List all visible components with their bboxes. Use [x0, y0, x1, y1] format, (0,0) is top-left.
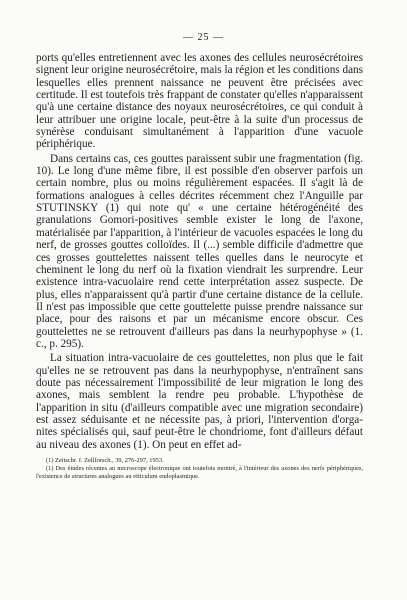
body-paragraph-3: La situation intra-vacuolaire de ces gouttelettes, non plus que le fait qu'elles ne se retrouvent pas dans la neurhypophyse, n'entraînent sans doute pas nécessairement l'impossibilité de leur migration le long des axones, mais semblent la rendre peu probable. L'hypothèse de l'apparition in situ (d'ailleurs compatible avec une migration secondaire) est assez séduisante et ne nécessite pas, à priori, l'intervention d'organites spécialisés qui, sauf peut-être le chondriome, font d'ailleurs défaut au niveau des axones (1). On peut en effet ad-	[36, 352, 363, 451]
page-number: — 25 —	[183, 32, 224, 43]
footnote-1: (1) Zeitschr. f. Zellforsch., 39, 276-297, 1953.	[46, 457, 164, 464]
footnote-2: (1) Des études récentes au microscope électronique ont toutefois montré, à l'intérieur des axones des nerfs périphériques, l'existence de structures analogues au réticulum endoplasmique.	[36, 465, 363, 480]
body-paragraph-1: ports qu'elles entretiennent avec les axones des cellules neurosécrétoires signent leur origine neurosécrétoire, mais la région et les conditions dans lesquelles elles prennent naissance ne peuvent être précisées avec certitude. Il est toutefois très frappant de constater qu'elles n'apparaissent qu'à une certaine distance des noyaux neurosécrétoires, ce qui conduit à leur attribuer une origine locale, peut-être à la suite d'un processus de synérèse conduisant simultanément à l'apparition d'une vacuole périphérique.	[36, 52, 363, 151]
paper-page	[36, 28, 363, 481]
footnotes	[36, 457, 363, 481]
body-paragraph-2: Dans certains cas, ces gouttes paraissent subir une fragmentation (fig. 10). Le long d'une même fibre, il est possible d'en observer parfois un certain nombre, plus ou moins régulièrement espacées. Il s'agit là de formations analogues à celles décrites récemment chez l'Anguille par STUTINSKY (1) qui note qu' « une certaine hétérogénéité des granulations Gomori-positives semble exister le long de l'axone, matérialisée par l'apparition, à l'intérieur de vacuoles espacées le long du nerf, de grosses gouttes colloïdes. Il (...) semble difficile d'admettre que ces grosses gouttelettes naissent telles quelles dans le neurocyte et cheminent le long du nerf où la fixation viendrait les surprendre. Leur existence intra-vacuolaire rend cette interprétation assez suspecte. De plus, elles n'apparaissent qu'à partir d'une certaine distance de la cellule. Il n'est pas impossible que cette gouttelette puisse prendre naissance sur place, pour des raisons et par un mécanisme encore obscur. Ces gouttelettes ne se retrouvent d'ailleurs pas dans la neurhypophyse » (1. c., p. 295).	[36, 152, 363, 350]
